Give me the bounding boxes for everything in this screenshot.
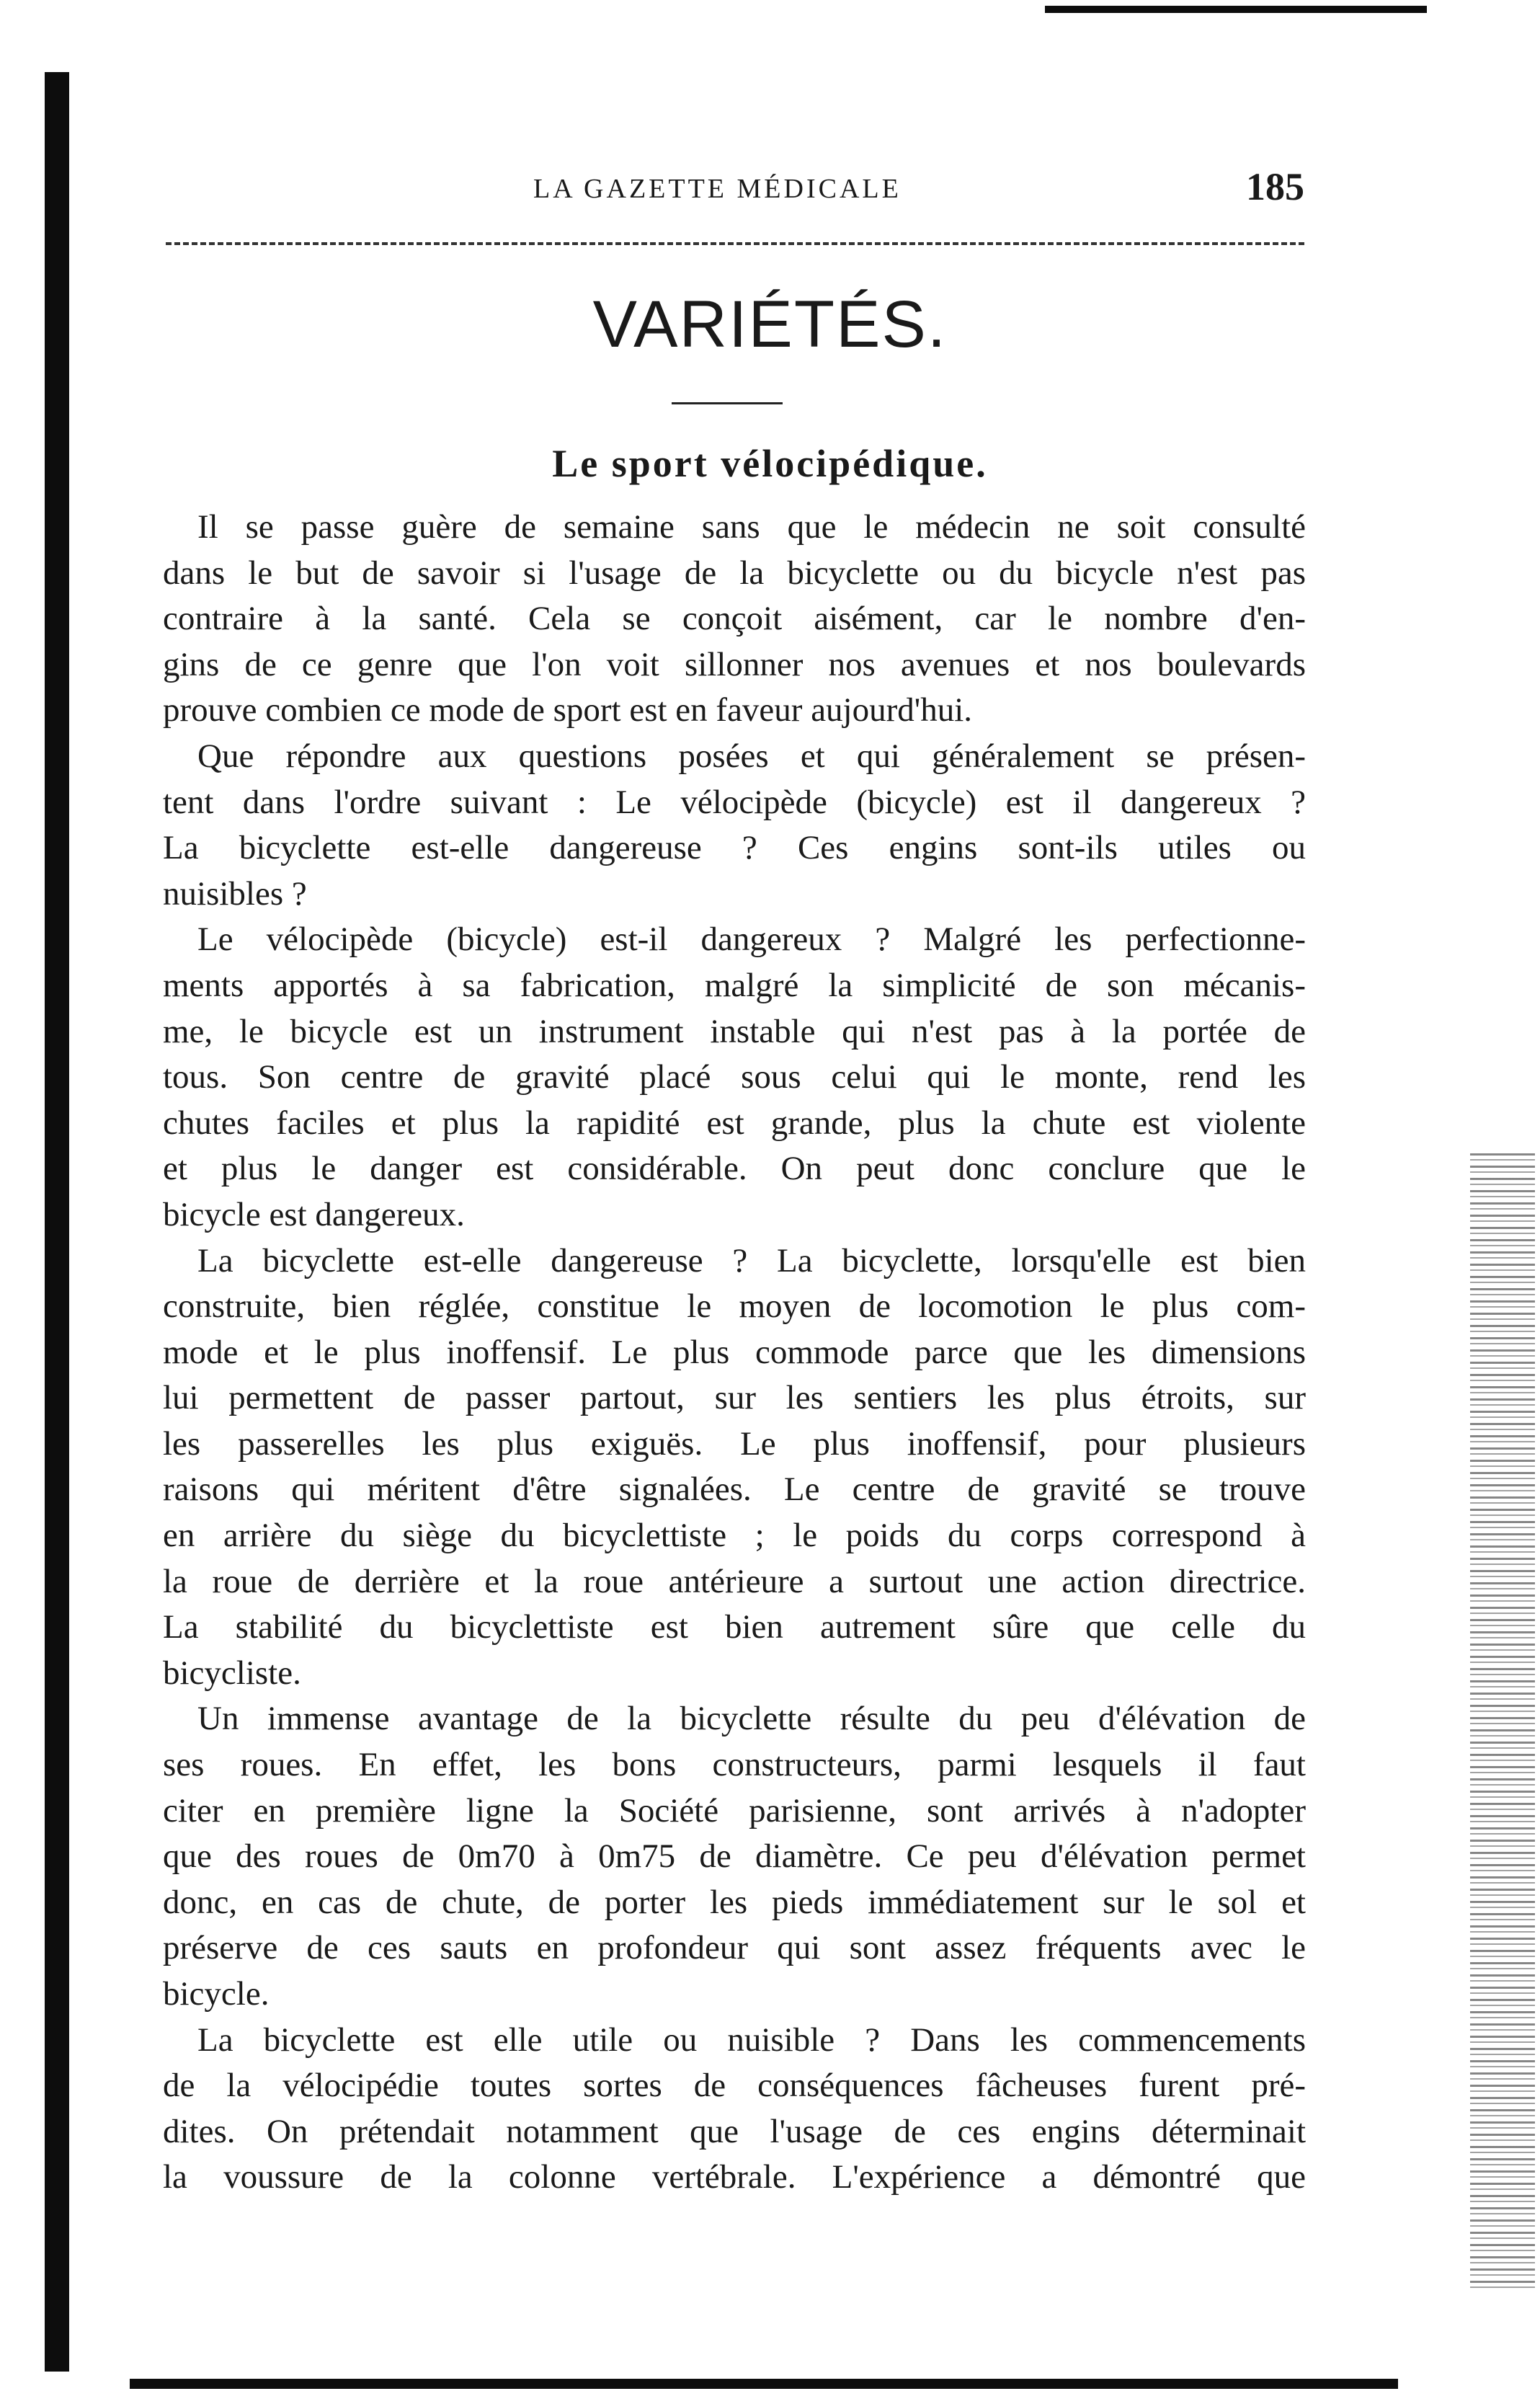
text-line: me, le bicycle est un instrument instable qui n'est pas à la portée de <box>163 1012 1306 1050</box>
text-line: la voussure de la colonne vertébrale. L'expérience a démontré que <box>163 2158 1306 2196</box>
text-line: bicycliste. <box>163 1654 301 1692</box>
running-head <box>166 164 1304 215</box>
text-line: tent dans l'ordre suivant : Le vélocipède (bicycle) est il dangereux ? <box>163 783 1306 821</box>
scan-left-edge <box>45 72 69 2372</box>
text-line: prouve combien ce mode de sport est en faveur aujourd'hui. <box>163 691 973 729</box>
scan-noise <box>1470 1153 1535 2292</box>
text-line: en arrière du siège du bicyclettiste ; le poids du corps correspond à <box>163 1517 1306 1555</box>
text-line: ses roues. En effet, les bons constructeurs, parmi lesquels il faut <box>163 1746 1306 1784</box>
text-line: dites. On prétendait notamment que l'usage de ces engins déterminait <box>163 2112 1306 2150</box>
text-line: donc, en cas de chute, de porter les pieds immédiatement sur le sol et <box>163 1883 1306 1921</box>
article-title: Le sport vélocipédique. <box>552 442 988 485</box>
text-line: lui permettent de passer partout, sur les sentiers les plus étroits, sur <box>163 1379 1306 1417</box>
text-line: chutes faciles et plus la rapidité est grande, plus la chute est violente <box>163 1104 1306 1142</box>
text-line: construite, bien réglée, constitue le moyen de locomotion le plus com- <box>163 1287 1306 1326</box>
text-line: citer en première ligne la Société parisienne, sont arrivés à n'adopter <box>163 1791 1306 1829</box>
text-line: contraire à la santé. Cela se conçoit aisément, car le nombre d'en- <box>163 600 1306 638</box>
text-line: Un immense avantage de la bicyclette résulte du peu d'élévation de <box>197 1700 1306 1738</box>
text-line: de la vélocipédie toutes sortes de conséquences fâcheuses furent pré- <box>163 2067 1306 2105</box>
text-line: mode et le plus inoffensif. Le plus commode parce que les dimensions <box>163 1333 1306 1371</box>
text-line: Le vélocipède (bicycle) est-il dangereux ? Malgré les perfectionne- <box>197 921 1306 959</box>
page-number: 185 <box>1246 165 1304 208</box>
text-line: Il se passe guère de semaine sans que le médecin ne soit consulté <box>197 508 1306 546</box>
text-line: Que répondre aux questions posées et qui généralement se présen- <box>197 737 1306 775</box>
title-rule <box>672 402 783 404</box>
header-rule <box>166 242 1304 245</box>
text-line: les passerelles les plus exiguës. Le plus inoffensif, pour plusieurs <box>163 1424 1306 1463</box>
scan-bottom-edge <box>130 2379 1398 2389</box>
text-line: dans le but de savoir si l'usage de la bicyclette ou du bicycle n'est pas <box>163 554 1306 592</box>
text-line: raisons qui méritent d'être signalées. Le centre de gravité se trouve <box>163 1471 1306 1509</box>
text-line: que des roues de 0m70 à 0m75 de diamètre. Ce peu d'élévation permet <box>163 1837 1306 1876</box>
text-line: bicycle est dangereux. <box>163 1195 465 1233</box>
journal-title: LA GAZETTE MÉDICALE <box>533 174 902 204</box>
section-title: VARIÉTÉS. <box>592 288 948 361</box>
text-line: et plus le danger est considérable. On peut donc conclure que le <box>163 1150 1306 1188</box>
text-line: La bicyclette est elle utile ou nuisible ? Dans les commencements <box>197 2021 1306 2059</box>
text-line: bicycle. <box>163 1975 270 2013</box>
scan-top-rule <box>1045 6 1427 13</box>
text-line: ments apportés à sa fabrication, malgré la simplicité de son mécanis- <box>163 966 1306 1004</box>
text-line: gins de ce genre que l'on voit sillonner nos avenues et nos boulevards <box>163 645 1306 683</box>
text-line: La stabilité du bicyclettiste est bien autrement sûre que celle du <box>163 1608 1306 1646</box>
article-body <box>163 505 1306 2201</box>
text-line: La bicyclette est-elle dangereuse ? La bicyclette, lorsqu'elle est bien <box>197 1241 1306 1279</box>
text-line: La bicyclette est-elle dangereuse ? Ces engins sont-ils utiles ou <box>163 829 1306 867</box>
text-line: nuisibles ? <box>163 874 307 913</box>
text-line: préserve de ces sauts en profondeur qui sont assez fréquents avec le <box>163 1929 1306 1967</box>
text-line: tous. Son centre de gravité placé sous celui qui le monte, rend les <box>163 1058 1306 1096</box>
text-line: la roue de derrière et la roue antérieure a surtout une action directrice. <box>163 1562 1306 1600</box>
